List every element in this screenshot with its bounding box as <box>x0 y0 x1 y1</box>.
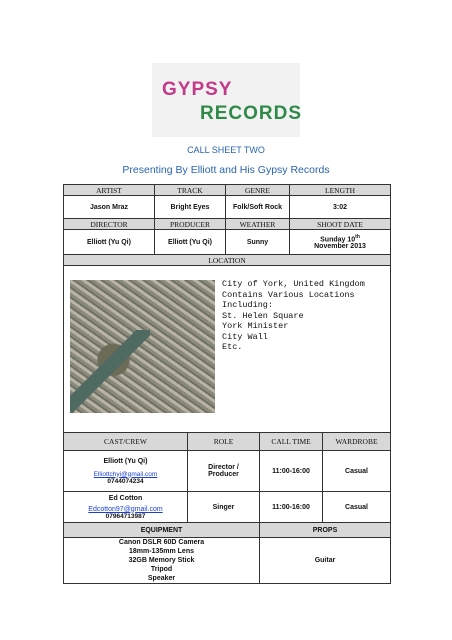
shoot-date-value <box>290 230 391 255</box>
gypsy-records-logo <box>152 63 303 137</box>
crew-1-email[interactable]: Elliottchyi@gmail.com <box>93 470 158 478</box>
director-value: Elliott (Yu Qi) <box>64 230 155 255</box>
equipment-item: Speaker <box>147 575 176 582</box>
crew-2-email[interactable]: Edcotton97@gmail.com <box>88 505 163 513</box>
equipment-item: 18mm-135mm Lens <box>129 548 194 555</box>
crew-2-contact <box>64 492 188 523</box>
crew-2-wardrobe: Casual <box>323 492 391 523</box>
shoot-date-rest: November 2013 <box>314 243 366 251</box>
crew-1-contact <box>64 451 188 492</box>
producer-value: Elliott (Yu Qi) <box>155 230 226 255</box>
crew-1-role-line-1: Director / <box>208 464 239 471</box>
header-location: LOCATION <box>64 255 391 266</box>
crew-1-phone: 0744074234 <box>107 477 144 485</box>
crew-2-role-line-1: Singer <box>212 503 235 511</box>
crew-2-phone: 07964713987 <box>105 512 146 520</box>
crew-1-call-time: 11:00-16:00 <box>260 451 323 492</box>
map-river <box>70 330 150 413</box>
crew-2-call-time: 11:00-16:00 <box>260 492 323 523</box>
equipment-item: 32GB Memory Stick <box>128 557 195 564</box>
header-wardrobe: WARDROBE <box>323 433 391 451</box>
location-line: City Wall <box>222 331 268 342</box>
header-props: PROPS <box>260 523 391 538</box>
crew-1-wardrobe: Casual <box>323 451 391 492</box>
call-sheet-title: CALL SHEET TWO <box>187 145 265 155</box>
header-producer: PRODUCER <box>155 219 226 230</box>
header-length: LENGTH <box>290 185 391 196</box>
location-description <box>222 279 365 353</box>
genre-value: Folk/Soft Rock <box>226 196 290 219</box>
shoot-date-day: Sunday 10 <box>320 236 356 244</box>
logo-line-1: GYPSY <box>162 79 233 100</box>
weather-value: Sunny <box>226 230 290 255</box>
header-genre: GENRE <box>226 185 290 196</box>
props-value: Guitar <box>260 538 391 584</box>
crew-2-role <box>188 492 260 523</box>
header-equipment: EQUIPMENT <box>64 523 260 538</box>
crew-1-role-line-2: Producer <box>208 471 239 478</box>
location-line: City of York, United Kingdom <box>222 279 365 289</box>
location-line: Including: <box>222 300 274 310</box>
header-weather: WEATHER <box>226 219 290 230</box>
crew-1-role <box>188 451 260 492</box>
header-call-time: CALL TIME <box>260 433 323 451</box>
artist-value: Jason Mraz <box>64 196 155 219</box>
header-shoot-date: SHOOT DATE <box>290 219 391 230</box>
equipment-item: Canon DSLR 60D Camera <box>118 539 205 546</box>
header-director: DIRECTOR <box>64 219 155 230</box>
call-sheet-subtitle: Presenting By Elliott and His Gypsy Records <box>122 164 330 176</box>
header-role: ROLE <box>188 433 260 451</box>
header-cast-crew: CAST/CREW <box>64 433 188 451</box>
location-line: Contains Various Locations <box>222 289 355 300</box>
header-track: TRACK <box>155 185 226 196</box>
shoot-date-suffix: th <box>355 233 360 240</box>
track-value: Bright Eyes <box>155 196 226 219</box>
logo-line-2: RECORDS <box>200 103 303 124</box>
location-line: Etc. <box>222 342 243 352</box>
location-line: York Minister <box>222 321 289 331</box>
header-artist: ARTIST <box>64 185 155 196</box>
crew-2-name: Ed Cotton <box>108 494 143 502</box>
crew-1-name: Elliott (Yu Qi) <box>103 457 148 465</box>
equipment-item: Tripod <box>150 566 173 573</box>
equipment-list <box>64 538 260 584</box>
location-line: St. Helen Square <box>222 310 304 321</box>
length-value: 3:02 <box>290 196 391 219</box>
